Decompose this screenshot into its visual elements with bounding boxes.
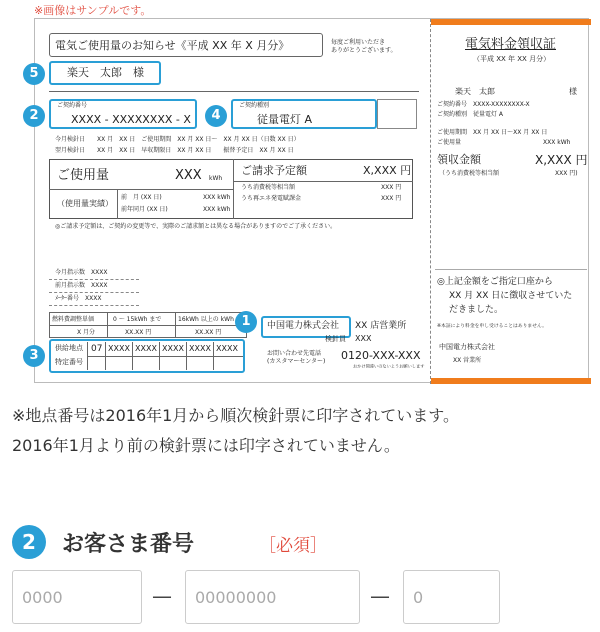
dash-separator: — (370, 584, 390, 608)
required-tag: ［必須］ (259, 536, 327, 556)
supply-point-block: XXXX (135, 344, 157, 353)
divider (49, 91, 419, 92)
receipt-tax-label: （うち消費税等相当額 (439, 170, 500, 177)
tax-value: XXX 円 (381, 184, 402, 191)
receipt-small-note: ※本証により料金を申し受けることはありません。 (437, 323, 547, 329)
usage-label: ご使用量 (57, 168, 110, 183)
customer-name: 楽天 太郎 様 (67, 66, 144, 79)
receipt-contract-type: ご契約種別 従量電灯 A (437, 111, 504, 118)
contract-right-box (377, 99, 417, 129)
supply-point-block: XXXX (162, 344, 184, 353)
receipt-column (430, 19, 590, 384)
sample-note: ※画像はサンプルです。 (34, 4, 152, 17)
inspector-label: 検針員 (325, 335, 346, 343)
branch-office: XX 店営業所 (355, 321, 407, 331)
company-name: 中国電力株式会社 (267, 321, 340, 331)
field-label: お客さま番号 (62, 532, 195, 557)
meter-row-2: 翌月検針日 XX 月 XX 日 早収期限日 XX 月 XX 日 振替予定日 XX 月 XX 日 (55, 147, 294, 154)
fuel-col-2: 16kWh 以上の kWh (178, 316, 234, 323)
receipt-orange-bar-top (431, 19, 591, 25)
actual-usage-label: （使用量実績） (57, 199, 113, 208)
supply-point-explanation (12, 401, 459, 461)
billing-notice: ◎ご請求予定額は、ご契約の変更等で、実際のご請求額とは異なる場合がありますのでご了承ください。 (55, 223, 337, 230)
fuel-month: X 月分 (77, 329, 96, 336)
prev-year-value: XXX kWh (203, 206, 231, 213)
receipt-name: 楽天 太郎 (455, 87, 495, 96)
receipt-usage-label: ご使用量 (437, 139, 462, 146)
customer-number-part-2-input[interactable] (185, 570, 360, 624)
supply-point-id-label: 特定番号 (55, 358, 83, 366)
receipt-title: 電気料金領収証 (465, 37, 557, 52)
badge-5: 5 (23, 63, 45, 85)
step-number-badge: 2 (12, 525, 46, 559)
divider (87, 356, 243, 357)
divider (233, 159, 234, 219)
dash-separator: — (152, 584, 172, 608)
receipt-subtitle: （平成 XX 年 XX 月分） (473, 55, 551, 63)
receipt-period: ご使用期間 XX 月 XX 日～XX 月 XX 日 (437, 129, 548, 136)
explanation-line-2: 2016年1月より前の検針票には印字されていません。 (12, 436, 400, 455)
contact-phone: 0120-XXX-XXX (341, 349, 421, 362)
divider (233, 181, 413, 182)
divider (49, 189, 233, 190)
billing-label: ご請求予定額 (241, 164, 307, 177)
contract-type-value: 従量電灯 A (257, 113, 313, 126)
receipt-contract-no: ご契約番号 XXXX-XXXXXXXX-X (437, 101, 530, 108)
divider (117, 189, 118, 219)
badge-1: 1 (235, 311, 257, 333)
divider (49, 279, 139, 280)
receipt-amount-value: X,XXX 円 (535, 153, 588, 167)
receipt-debit-note-3: だきました。 (449, 305, 504, 315)
badge-2: 2 (23, 105, 45, 127)
billing-value: X,XXX 円 (363, 164, 412, 177)
contract-type-label: ご契約種別 (239, 102, 270, 109)
divider (49, 325, 247, 326)
fuel-col-1: 0 ～ 15kWh まで (113, 316, 162, 323)
receipt-usage-value: XXX kWh (543, 139, 571, 146)
fuel-label: 燃料費調整単価 (52, 316, 95, 323)
badge-4: 4 (205, 105, 227, 127)
receipt-debit-note-1: ◎上記金額をご指定口座から (437, 277, 553, 287)
divider (107, 312, 108, 338)
receipt-office: XX 営業所 (453, 357, 482, 364)
meter-number: ﾒｰﾀｰ番号 XXXX (55, 295, 102, 302)
divider (49, 305, 139, 306)
receipt-company: 中国電力株式会社 (439, 343, 495, 351)
this-month-reading: 今月指示数 XXXX (55, 269, 108, 276)
renewable-value: XXX 円 (381, 195, 402, 202)
fuel-value-2: XX.XX 円 (195, 329, 222, 336)
customer-number-part-3-input[interactable] (403, 570, 500, 624)
supply-point-first: 07 (91, 344, 103, 354)
prev-month-label: 前 月 (XX 日) (121, 194, 162, 201)
renewable-label: うち再エネ発電賦課金 (241, 195, 302, 202)
prev-month-value: XXX kWh (203, 194, 231, 201)
inspector-value: XXX (355, 334, 372, 343)
contact-note: おかけ間違いのないようお願いします (353, 364, 425, 369)
receipt-amount-label: 領収金額 (437, 153, 481, 166)
badge-3: 3 (23, 345, 45, 367)
last-month-reading: 前月指示数 XXXX (55, 282, 108, 289)
supply-point-label: 供給地点 (55, 344, 83, 352)
receipt-debit-note-2: XX 月 XX 日に徴収させていた (449, 291, 573, 301)
receipt-tax-value: XXX 円) (555, 170, 578, 177)
divider (49, 292, 139, 293)
usage-unit: kWh (209, 175, 223, 182)
divider (175, 312, 176, 338)
contact-label: お問い合わせ先電話 (カスタマーセンター) (267, 350, 326, 366)
supply-point-block: XXXX (216, 344, 238, 353)
contract-number-value: XXXX - XXXXXXXX - X (71, 113, 191, 126)
receipt-honorific: 様 (569, 87, 577, 96)
bill-thanks: 毎度ご利用いただき ありがとうございます。 (331, 39, 397, 55)
supply-point-block: XXXX (108, 344, 130, 353)
sample-bill-image (29, 18, 589, 383)
fuel-value-1: XX.XX 円 (125, 329, 152, 336)
contract-number-label: ご契約番号 (57, 102, 88, 109)
bill-title: 電気ご使用量のお知らせ《平成 XX 年 X 月分》 (55, 39, 290, 52)
explanation-line-1: ※地点番号は2016年1月から順次検針票に印字されています。 (12, 406, 460, 425)
receipt-orange-bar-bottom (431, 378, 591, 384)
usage-value: XXX (175, 168, 202, 183)
customer-number-part-1-input[interactable] (12, 570, 142, 624)
meter-row-1: 今月検針日 XX 月 XX 日 ご使用期間 XX 月 XX 日～ XX 月 XX 日（日数 XX 日） (55, 136, 300, 143)
supply-point-block: XXXX (189, 344, 211, 353)
tax-label: うち消費税等相当額 (241, 184, 296, 191)
prev-year-label: 前年同月 (XX 日) (121, 206, 168, 213)
